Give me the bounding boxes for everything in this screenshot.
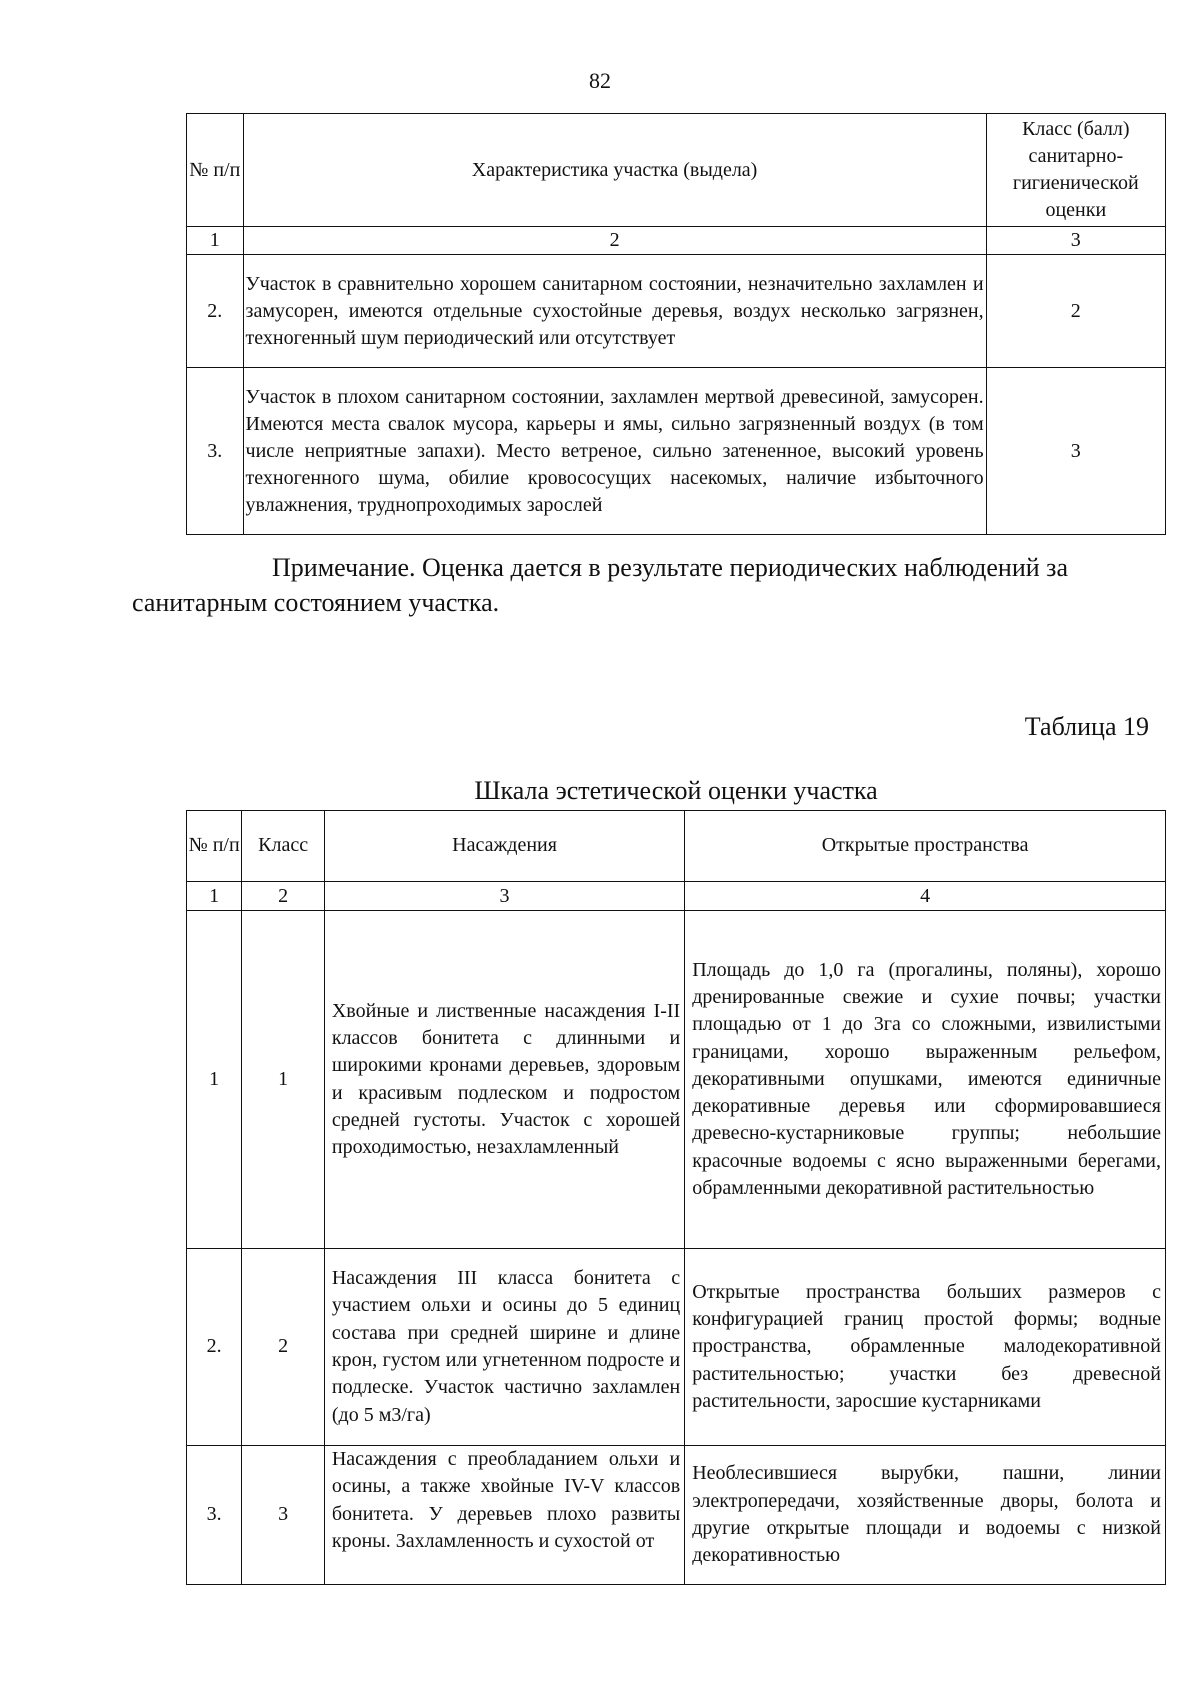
row-class: 3 — [986, 368, 1165, 535]
column-number: 2 — [243, 227, 986, 255]
column-number: 1 — [187, 882, 242, 911]
header-open-spaces: Открытые пространства — [685, 811, 1166, 882]
row-plantings: Насаждения III класса бонитета с участием ольхи и осины до 5 единиц состава при средней ширине и длине крон, густом или угнетенном подросте и подлеске. Участок частично захламлен (до 5 м3/га) — [324, 1249, 684, 1446]
note-line-1: Примечание. Оценка дается в результате периодических наблюдений за — [272, 553, 1068, 582]
note-paragraph — [132, 550, 1152, 620]
row-num: 1 — [187, 911, 242, 1249]
row-num: 3. — [187, 1446, 242, 1585]
column-number-row — [187, 227, 1166, 255]
table-row — [187, 255, 1166, 368]
row-characteristic: Участок в сравнительно хорошем санитарном состоянии, незначительно захламлен и замусорен, имеются отдельные сухостойные деревья, воздух несколько загрязнен, техногенный шум периодический или отсутствует — [243, 255, 986, 368]
page-number: 82 — [589, 68, 611, 93]
column-number-row — [187, 882, 1166, 911]
row-class: 1 — [242, 911, 325, 1249]
header-characteristic: Характеристика участка (выдела) — [243, 114, 986, 227]
row-plantings: Насаждения с преобладанием ольхи и осины, а также хвойные IV-V классов бонитета. У деревьев плохо развиты кроны. Захламленность и сухостой от — [324, 1446, 684, 1585]
table-label: Таблица 19 — [1024, 712, 1149, 741]
row-class: 3 — [242, 1446, 325, 1585]
table-row — [187, 1249, 1166, 1446]
table-row — [187, 911, 1166, 1249]
header-num: № п/п — [187, 114, 244, 227]
column-number: 4 — [685, 882, 1166, 911]
row-num: 2. — [187, 255, 244, 368]
column-number: 1 — [187, 227, 244, 255]
row-num: 3. — [187, 368, 244, 535]
aesthetic-assessment-table — [186, 810, 1166, 1585]
row-open-spaces: Открытые пространства больших размеров с конфигурацией границ простой формы; водные пространства, обрамленные малодекоративной растительностью; участки без древесной растительности, заросшие кустарниками — [685, 1249, 1166, 1446]
table-row — [187, 368, 1166, 535]
header-class: Класс — [242, 811, 325, 882]
column-number: 3 — [986, 227, 1165, 255]
column-number: 2 — [242, 882, 325, 911]
row-open-spaces: Площадь до 1,0 га (прогалины, поляны), хорошо дренированные свежие и сухие почвы; участки площадью от 1 до 3га со сложными, извилистыми границами, хорошо выраженным рельефом, декоративными опушками, имеются единичные декоративные деревья или сформировавшиеся древесно-кустарниковые группы; небольшие красочные водоемы с ясно выраженными берегами, обрамленными декоративной растительностью — [685, 911, 1166, 1249]
header-plantings: Насаждения — [324, 811, 684, 882]
row-class: 2 — [986, 255, 1165, 368]
row-class: 2 — [242, 1249, 325, 1446]
row-characteristic: Участок в плохом санитарном состоянии, захламлен мертвой древесиной, замусорен. Имеются места свалок мусора, карьеры и ямы, сильно загрязненный воздух (в том числе неприятные запахи). Место ветреное, сильно затененное, высокий уровень техногенного шума, обилие кровососущих насекомых, наличие избыточного увлажнения, труднопроходимых зарослей — [243, 368, 986, 535]
row-open-spaces: Необлесившиеся вырубки, пашни, линии электропередачи, хозяйственные дворы, болота и другие открытые площади и водоемы с низкой декоративностью — [685, 1446, 1166, 1585]
header-class: Класс (балл) санитарно-гигиенической оценки — [986, 114, 1165, 227]
table-caption: Шкала эстетической оценки участка — [474, 776, 878, 805]
table-header-row — [187, 811, 1166, 882]
header-num: № п/п — [187, 811, 242, 882]
table-row — [187, 1446, 1166, 1585]
row-num: 2. — [187, 1249, 242, 1446]
note-line-2: санитарным состоянием участка. — [132, 588, 500, 617]
table-header-row — [187, 114, 1166, 227]
column-number: 3 — [324, 882, 684, 911]
sanitary-assessment-table — [186, 113, 1166, 535]
row-plantings: Хвойные и лиственные насаждения I-II классов бонитета с длинными и широкими кронами деревьев, здоровым и красивым подлеском и подростом средней густоты. Участок с хорошей проходимостью, незахламленный — [324, 911, 684, 1249]
